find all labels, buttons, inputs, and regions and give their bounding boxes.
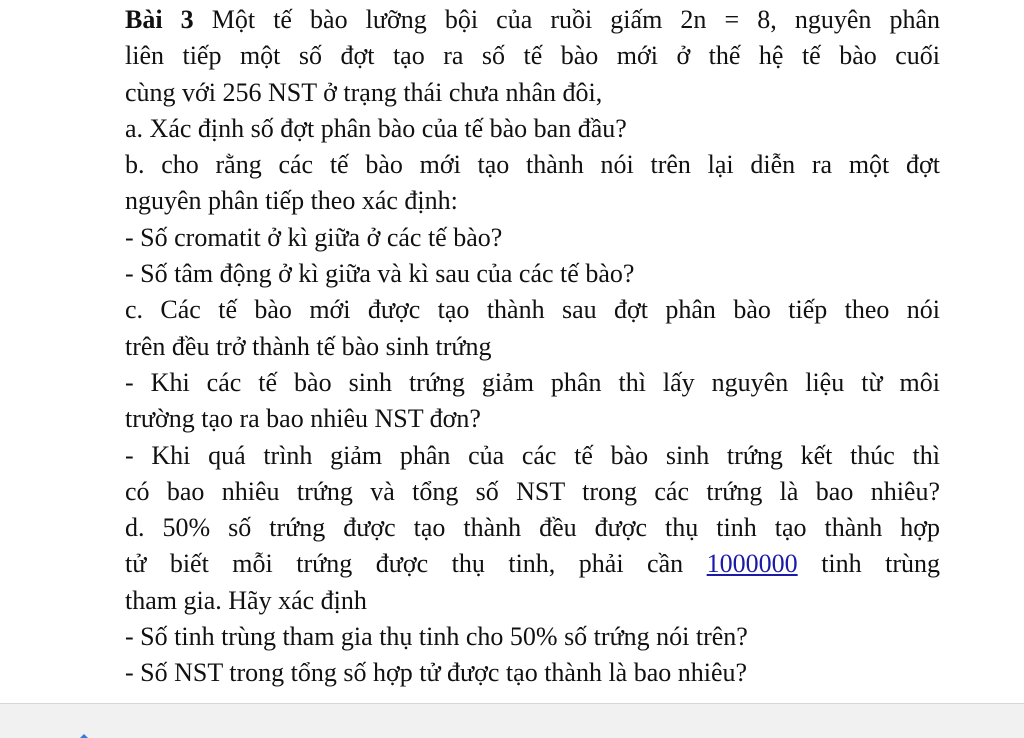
question-c: c. Các tế bào mới được tạo thành sau đợt phân bào tiếp theo nói — [125, 295, 940, 325]
number-link[interactable]: 1000000 — [706, 549, 798, 579]
text-line-2: liên tiếp một số đợt tạo ra số tế bào mới ở thế hệ tế bào cuối — [125, 41, 940, 71]
text-line-6: nguyên phân tiếp theo xác định: — [125, 186, 458, 216]
question-c-2: - Khi quá trình giảm phân của các tế bào sinh trứng kết thúc thì — [125, 440, 940, 470]
text-line-14: có bao nhiêu trứng và tổng số NST trong các trứng là bao nhiêu? — [125, 476, 940, 506]
caret-up-icon — [78, 734, 90, 738]
line-16-text: tử biết mỗi trứng được thụ tinh, phải cần — [125, 549, 684, 579]
question-a: a. Xác định số đợt phân bào của tế bào ban đầu? — [125, 113, 627, 143]
text-line-17: tham gia. Hãy xác định — [125, 585, 367, 615]
text-line-3: cùng với 256 NST ở trạng thái chưa nhân đôi, — [125, 77, 603, 107]
question-b: b. cho rằng các tế bào mới tạo thành nói trên lại diễn ra một đợt — [125, 150, 940, 180]
question-b-1: - Số cromatit ở kì giữa ở các tế bào? — [125, 222, 503, 252]
text-line-16 — [125, 546, 940, 582]
question-b-2: - Số tâm động ở kì giữa và kì sau của các tế bào? — [125, 259, 635, 289]
bottom-bar — [0, 703, 1024, 738]
exercise-text — [125, 2, 940, 692]
question-c-1: - Khi các tế bào sinh trứng giảm phân thì lấy nguyên liệu từ môi — [125, 367, 940, 397]
text-line-12: trường tạo ra bao nhiêu NST đơn? — [125, 404, 481, 434]
question-d-1: - Số tinh trùng tham gia thụ tinh cho 50% số trứng nói trên? — [125, 622, 748, 652]
text-line-10: trên đều trở thành tế bào sinh trứng — [125, 331, 492, 361]
line-16-suffix: tinh trùng — [821, 549, 940, 579]
text-line-1 — [125, 2, 940, 38]
question-d-2: - Số NST trong tổng số hợp tử được tạo thành là bao nhiêu? — [125, 658, 748, 688]
line-1-text: Một tế bào lưỡng bội của ruồi giấm 2n = 8, nguyên phân — [211, 5, 940, 34]
exercise-title: Bài 3 — [125, 5, 194, 34]
question-d: d. 50% số trứng được tạo thành đều được thụ tinh tạo thành hợp — [125, 513, 940, 543]
